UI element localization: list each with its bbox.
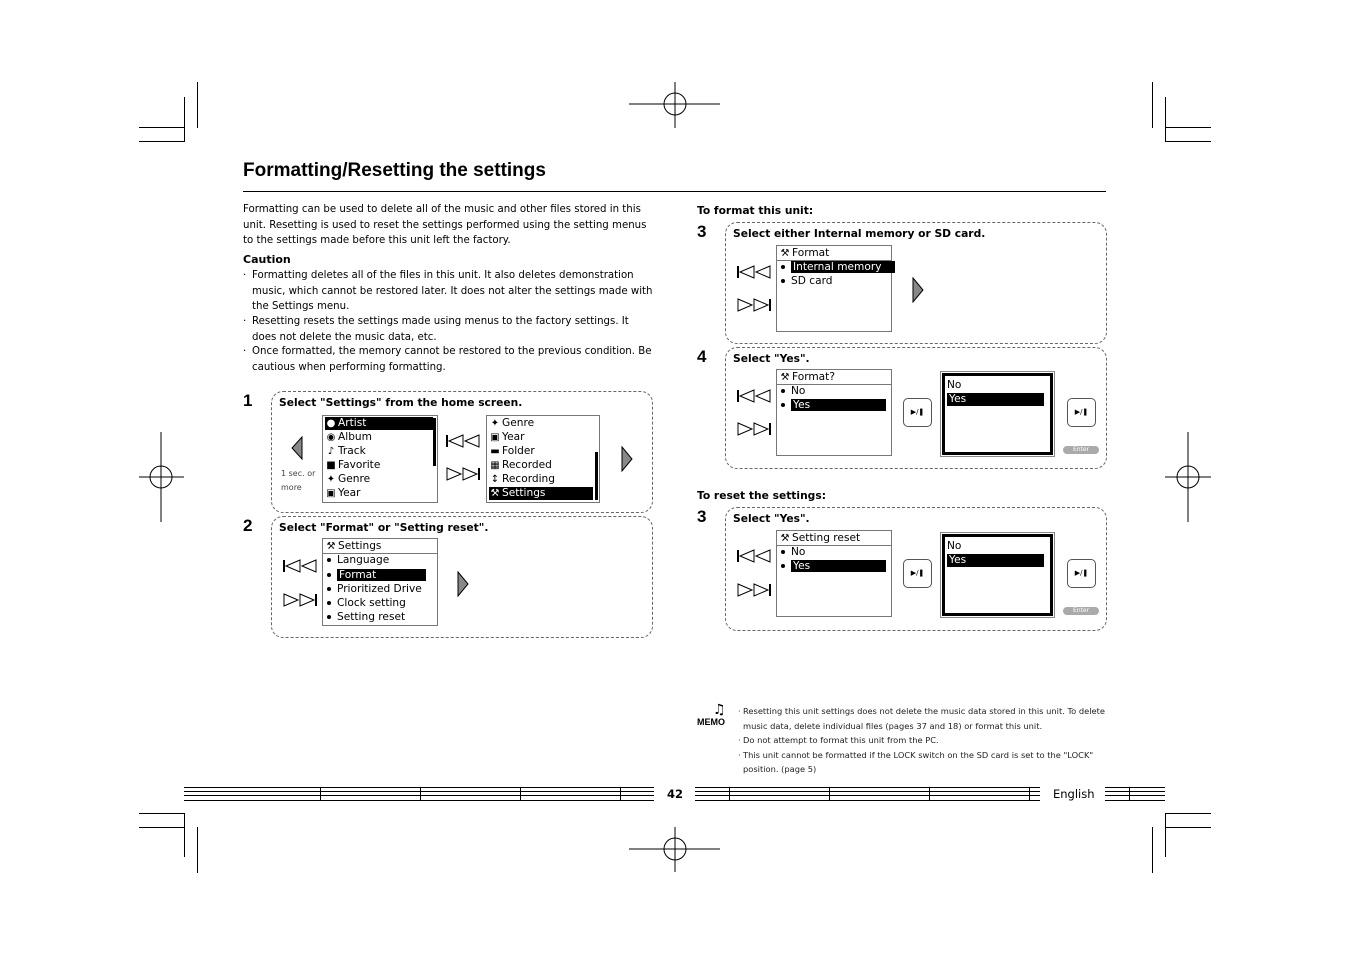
menu-item-settings[interactable]: ⚒ Settings	[489, 487, 593, 500]
play-pause-button[interactable]	[1067, 559, 1096, 588]
dialog-option-yes[interactable]: Yes	[947, 393, 1044, 406]
menu-item-year[interactable]: ▣ Year	[326, 487, 361, 499]
wrench-icon: ⚒	[490, 488, 500, 499]
play-pause-button[interactable]	[1067, 398, 1096, 427]
section-heading-format: To format this unit:	[697, 204, 814, 217]
menu-item-recorded[interactable]: ▦ Recorded	[490, 459, 552, 471]
hold-note: more	[281, 483, 302, 492]
prev-button-icon	[736, 265, 772, 279]
next-button-icon	[736, 583, 772, 597]
step-title: Select "Settings" from the home screen.	[279, 396, 523, 409]
menu-item-format[interactable]: Format	[325, 569, 433, 582]
menu-item-clock-setting[interactable]: Clock setting	[325, 597, 406, 610]
screen-header: ⚒ Format?	[780, 371, 835, 383]
step-title: Select "Yes".	[733, 352, 810, 365]
option-no[interactable]: No	[779, 385, 805, 398]
memo-label: MEMO	[697, 717, 725, 727]
caution-item: · Once formatted, the memory cannot be restored to the previous condition. Be cautious when performing formatting.	[243, 344, 654, 375]
wrench-icon: ⚒	[780, 372, 790, 383]
play-pause-button[interactable]	[903, 559, 932, 588]
play-pause-icon: ▶/❚	[1074, 408, 1089, 416]
home-menu-screen	[322, 415, 438, 503]
menu-item-track[interactable]: ♪ Track	[325, 445, 366, 458]
screen-header: ⚒ Setting reset	[780, 532, 861, 544]
wrench-icon: ⚒	[326, 541, 336, 552]
music-note-icon: ♪	[327, 446, 335, 457]
intro-text: Formatting can be used to delete all of the music and other files stored in this unit. Resetting is used to reset the settings performed using the setting menus to the settings made before this unit left the factory.	[243, 204, 647, 246]
enter-label: Enter	[1063, 446, 1099, 454]
enter-label: Enter	[1063, 607, 1099, 615]
wrench-icon: ⚒	[780, 533, 790, 544]
page-number: 42	[667, 787, 684, 801]
play-pause-icon: ▶/❚	[910, 569, 925, 577]
right-arrow-icon	[456, 571, 470, 597]
memo-notes	[738, 704, 1108, 777]
step-title: Select "Format" or "Setting reset".	[279, 521, 489, 534]
hold-note: 1 sec. or	[281, 469, 316, 478]
confirm-dialog	[942, 373, 1053, 455]
artist-icon: ●	[326, 418, 336, 429]
section-heading-reset: To reset the settings:	[697, 489, 826, 502]
caution-item: · Resetting resets the settings made using menus to the factory settings. It does not delete the music data, etc.	[243, 314, 654, 345]
caution-heading: Caution	[243, 253, 291, 266]
play-pause-icon: ▶/❚	[1074, 569, 1089, 577]
format-confirm-screen	[776, 369, 892, 456]
menu-item-prioritized-drive[interactable]: Prioritized Drive	[325, 583, 422, 596]
scrollbar[interactable]	[433, 418, 436, 466]
footer-rule-left	[184, 787, 654, 801]
menu-item-genre[interactable]: ✦ Genre	[490, 417, 535, 429]
footer-rule-right	[695, 787, 1040, 801]
scrollbar[interactable]	[595, 452, 598, 500]
step-number: 4	[697, 347, 707, 366]
step-number: 3	[697, 222, 707, 241]
microphone-icon: ↕	[490, 474, 500, 485]
menu-item-language[interactable]: Language	[325, 554, 389, 567]
home-menu-screen-scrolled	[486, 415, 600, 503]
folder-icon: ▬	[490, 446, 500, 457]
play-pause-icon: ▶/❚	[910, 408, 925, 416]
reset-confirm-screen	[776, 530, 892, 617]
prev-button-icon	[736, 389, 772, 403]
next-button-icon	[736, 422, 772, 436]
step-number: 3	[697, 507, 707, 526]
confirm-dialog	[942, 534, 1053, 616]
menu-item-genre[interactable]: ✦ Genre	[326, 473, 371, 485]
memo-icon	[697, 704, 731, 730]
next-button-icon	[445, 467, 481, 481]
menu-item-recording[interactable]: ↕ Recording	[490, 473, 555, 485]
next-button-icon	[282, 593, 318, 607]
next-button-icon	[736, 298, 772, 312]
language-label: English	[1053, 787, 1095, 801]
settings-menu-screen	[322, 538, 438, 626]
step-number: 2	[243, 516, 253, 535]
prev-button-icon	[282, 559, 318, 573]
option-yes[interactable]: Yes	[779, 399, 887, 412]
menu-item-folder[interactable]: ▬ Folder	[490, 445, 535, 457]
right-arrow-icon	[911, 277, 925, 303]
step-title: Select "Yes".	[733, 512, 810, 525]
wrench-icon: ⚒	[780, 248, 790, 259]
screen-header: ⚒ Settings	[326, 540, 382, 552]
footer-rule-end	[1105, 787, 1165, 801]
prev-button-icon	[736, 549, 772, 563]
play-pause-button[interactable]	[903, 398, 932, 427]
left-arrow-icon	[290, 436, 304, 460]
menu-item-setting-reset[interactable]: Setting reset	[325, 611, 405, 624]
recorded-icon: ▦	[490, 460, 500, 471]
screen-header: ⚒ Format	[780, 247, 830, 259]
menu-item-artist[interactable]: ● Artist	[325, 417, 433, 430]
dialog-option-no[interactable]: No	[947, 540, 962, 552]
step-title: Select either Internal memory or SD card.	[733, 227, 986, 240]
format-screen	[776, 245, 892, 332]
dialog-option-no[interactable]: No	[947, 379, 962, 391]
prev-button-icon	[445, 434, 481, 448]
menu-item-album[interactable]: ◉ Album	[326, 431, 372, 443]
memo-item: · This unit cannot be formatted if the LOCK switch on the SD card is set to the "LOCK" position. (page 5)	[738, 748, 1108, 777]
memo-item: · Resetting this unit settings does not delete the music data stored in this unit. To delete music data, delete individual files (pages 37 and 18) or format this unit.	[738, 704, 1108, 733]
title-rule	[243, 191, 1106, 192]
calendar-icon: ▣	[326, 488, 336, 499]
option-internal-memory[interactable]: Internal memory	[779, 261, 887, 274]
right-arrow-icon	[620, 446, 634, 472]
page-title: Formatting/Resetting the settings	[243, 160, 546, 181]
music-note-icon: ♫	[713, 702, 726, 718]
step-number: 1	[243, 391, 253, 410]
option-yes[interactable]: Yes	[779, 560, 887, 573]
menu-item-favorite[interactable]: ■ Favorite	[326, 459, 381, 471]
dialog-option-yes[interactable]: Yes	[947, 554, 1044, 567]
option-sd-card[interactable]: SD card	[779, 275, 832, 288]
memo-item: · Do not attempt to format this unit from the PC.	[738, 733, 1108, 748]
album-icon: ◉	[326, 432, 336, 443]
favorite-icon: ■	[326, 460, 336, 471]
calendar-icon: ▣	[490, 432, 500, 443]
menu-item-year[interactable]: ▣ Year	[490, 431, 525, 443]
caution-item: · Formatting deletes all of the files in this unit. It also deletes demonstration music, which cannot be restored later. It does not alter the settings made with the Settings menu.	[243, 268, 654, 315]
option-no[interactable]: No	[779, 546, 805, 559]
guitar-icon: ✦	[326, 474, 336, 485]
guitar-icon: ✦	[490, 418, 500, 429]
